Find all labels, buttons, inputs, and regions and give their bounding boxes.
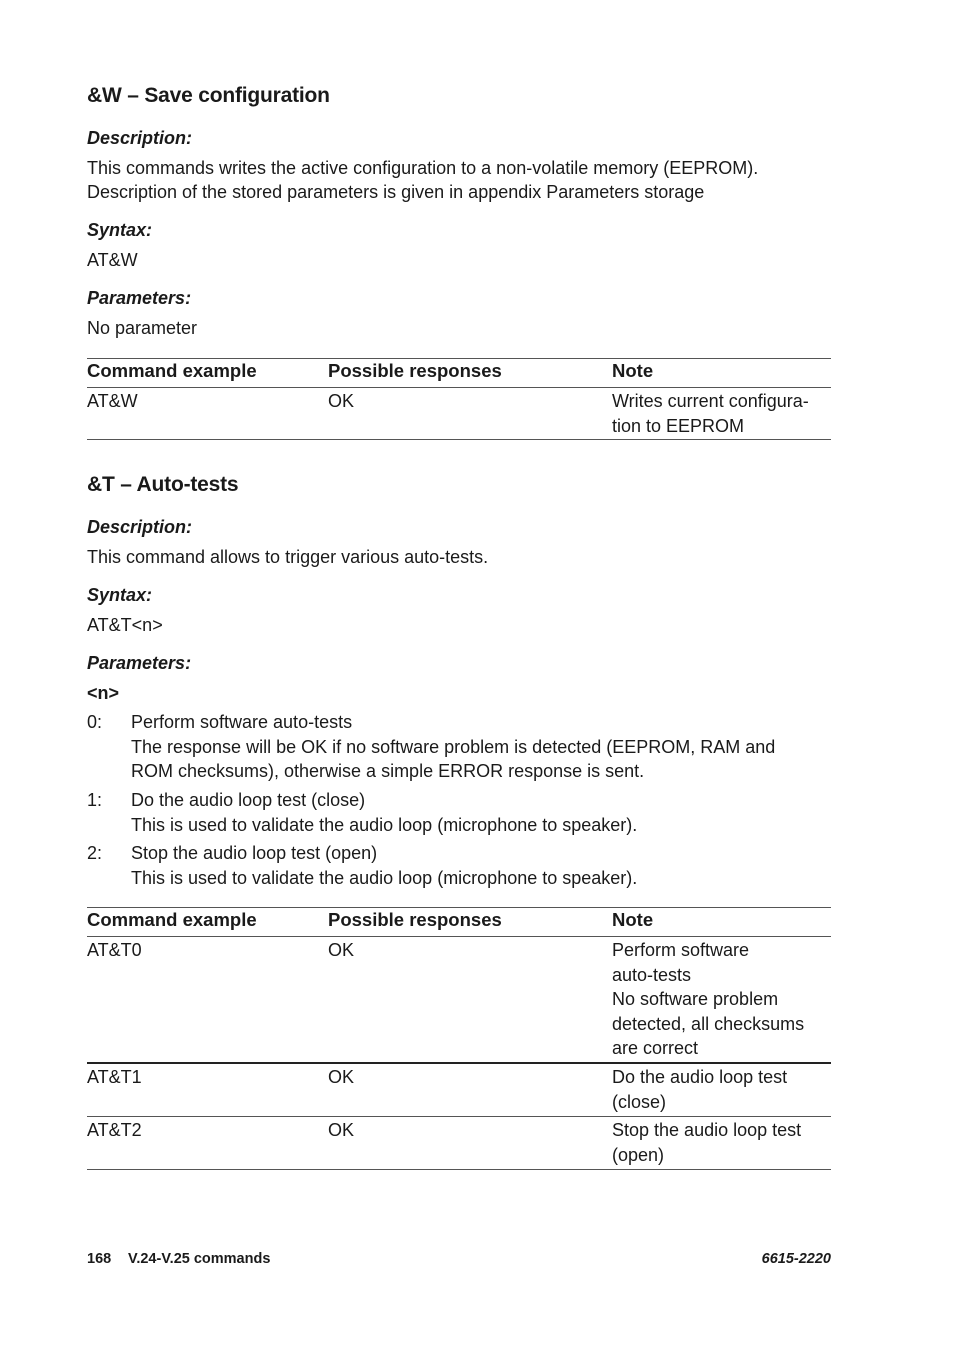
parameter-line: ROM checksums), otherwise a simple ERROR response is sent. (131, 761, 645, 781)
syntax-label: Syntax: (87, 585, 153, 605)
table-row (87, 1117, 831, 1170)
cell-response: OK (328, 1067, 355, 1087)
note-line: Perform software (612, 940, 750, 960)
section-title-auto-tests: &T – Auto-tests (87, 473, 239, 496)
cell-response: OK (328, 1120, 355, 1140)
header-possible-responses: Possible responses (328, 360, 502, 381)
cell-response: OK (328, 940, 355, 960)
description-label: Description: (87, 517, 193, 537)
parameter-line: The response will be OK if no software problem is detected (EEPROM, RAM and (131, 736, 776, 757)
table-row (87, 388, 831, 440)
command-table-save (87, 358, 831, 440)
cell-command: AT&T1 (87, 1067, 142, 1087)
parameter-line: Perform software auto-tests (131, 712, 353, 732)
parameter-value: 2: (87, 843, 103, 863)
cell-command: AT&W (87, 391, 138, 411)
header-command-example: Command example (87, 909, 257, 930)
document-number: 6615-2220 (761, 1251, 831, 1267)
note-line: (open) (612, 1144, 665, 1165)
cell-response: OK (328, 391, 355, 411)
parameter-line: Stop the audio loop test (open) (131, 843, 378, 863)
note-line: tion to EEPROM (612, 415, 745, 436)
table-header (87, 907, 831, 937)
page-number: 168 (87, 1251, 112, 1267)
note-line: Writes current configura- (612, 391, 809, 411)
note-line: are correct (612, 1038, 699, 1058)
cell-command: AT&T2 (87, 1120, 142, 1140)
cell-note (612, 389, 809, 438)
note-line: No software problem (612, 989, 779, 1009)
note-line: (close) (612, 1091, 667, 1112)
table-row (87, 1064, 831, 1117)
header-possible-responses: Possible responses (328, 909, 502, 930)
header-note: Note (612, 909, 654, 930)
description-label: Description: (87, 128, 193, 148)
cell-note (612, 1065, 787, 1114)
parameter-line: Do the audio loop test (close) (131, 790, 366, 810)
command-table-auto-tests (87, 907, 831, 1170)
syntax-value: AT&T<n> (87, 615, 163, 635)
description-line: This command allows to trigger various auto-tests. (87, 547, 489, 567)
cell-command: AT&T0 (87, 940, 142, 960)
header-note: Note (612, 360, 654, 381)
note-line: Stop the audio loop test (612, 1120, 802, 1140)
parameter-value: 1: (87, 790, 103, 810)
parameter-description (131, 710, 831, 784)
note-line: auto-tests (612, 964, 692, 985)
parameters-label: Parameters: (87, 288, 192, 308)
parameters-text: No parameter (87, 318, 198, 338)
parameter-description (131, 788, 831, 837)
header-command-example: Command example (87, 360, 257, 381)
cell-note (612, 938, 804, 1061)
description-line: Description of the stored parameters is given in appendix Parameters storage (87, 182, 705, 202)
parameters-label: Parameters: (87, 653, 192, 673)
table-header (87, 358, 831, 388)
parameter-value: 0: (87, 712, 103, 732)
section-title-save-configuration: &W – Save configuration (87, 84, 330, 107)
syntax-label: Syntax: (87, 220, 153, 240)
chapter-title: V.24-V.25 commands (128, 1251, 271, 1267)
parameter-description (131, 841, 831, 890)
parameter-name: <n> (87, 683, 120, 703)
note-line: detected, all checksums (612, 1013, 805, 1034)
parameter-line: This is used to validate the audio loop (microphone to speaker). (131, 814, 638, 835)
syntax-value: AT&W (87, 250, 138, 270)
description-line: This commands writes the active configuration to a non-volatile memory (EEPROM). (87, 158, 759, 178)
cell-note (612, 1118, 801, 1167)
table-row (87, 937, 831, 1064)
note-line: Do the audio loop test (612, 1067, 788, 1087)
parameter-line: This is used to validate the audio loop (microphone to speaker). (131, 867, 638, 888)
